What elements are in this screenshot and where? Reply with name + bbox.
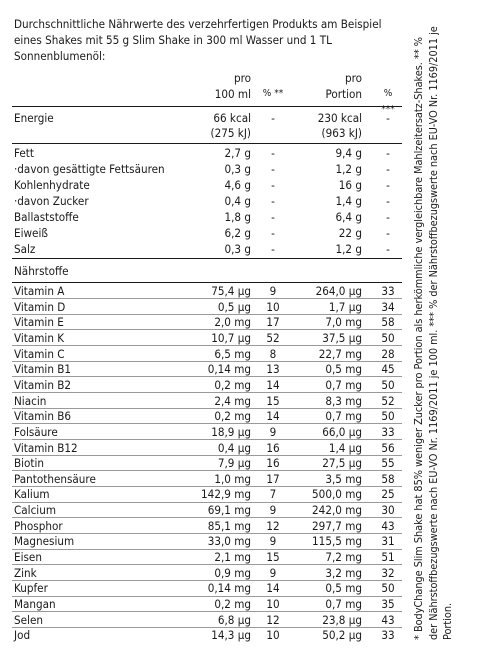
- naehrstoff-name: Vitamin C: [14, 346, 65, 361]
- naehrstoff-pct-100: 9: [269, 284, 277, 298]
- naehrstoff-name: Jod: [14, 628, 31, 643]
- naehrwert-row: [14, 225, 404, 241]
- naehrstoff-pct-portion: 33: [381, 628, 395, 643]
- naehrwert-value-portion: 1,4 g: [335, 194, 362, 208]
- naehrstoff-value-portion: 50,2 µg: [322, 628, 362, 643]
- naehrwert-row: [14, 241, 404, 257]
- naehrwert-value-portion: 6,4 g: [335, 210, 362, 224]
- naehrstoff-pct-portion: 33: [381, 284, 395, 298]
- naehrwert-pct-portion: -: [386, 242, 390, 256]
- naehrwert-name: Fett: [14, 146, 34, 160]
- naehrstoff-pct-portion: 43: [381, 518, 395, 533]
- naehrstoff-name: Zink: [14, 565, 37, 580]
- naehrstoff-value-100: 18,9 µg: [211, 424, 251, 439]
- header-pct-100: % **: [262, 88, 284, 99]
- header-100ml: 100 ml: [214, 87, 251, 101]
- energy-pct-100: -: [271, 111, 275, 125]
- naehrstoff-name: Pantothensäure: [14, 471, 96, 486]
- naehrstoff-value-portion: 22,7 mg: [318, 346, 362, 361]
- naehrwert-row: [14, 193, 404, 209]
- naehrstoff-value-portion: 7,2 mg: [325, 550, 362, 565]
- naehrstoff-value-100: 6,8 µg: [217, 612, 251, 627]
- naehrstoff-value-100: 10,7 µg: [211, 330, 251, 345]
- naehrstoff-name: Phosphor: [14, 518, 63, 533]
- naehrstoff-pct-portion: 34: [381, 299, 395, 314]
- naehrstoff-pct-100: 10: [266, 299, 280, 314]
- naehrstoff-value-100: 0,14 mg: [207, 581, 251, 596]
- naehrstoff-name: Biotin: [14, 456, 45, 471]
- naehrstoff-value-portion: 66,0 µg: [322, 424, 362, 439]
- naehrwert-name: Salz: [14, 242, 36, 256]
- naehrstoff-pct-100: 15: [266, 393, 280, 408]
- naehrstoff-value-portion: 115,5 mg: [312, 534, 362, 549]
- naehrwert-value-100: 4,6 g: [224, 178, 251, 192]
- footnote-text: * BodyChange Slim Shake hat 85% weniger Zucker pro Portion als herkömmliche vergleichbare Mahlzeitersatz-Shakes. ** % der Nährstoffbezugswerte nach EU-VO Nr. 1169/2011 je 100 ml. *** % der Nährstoffbezugswerte nach EU-VO Nr. 1169/2011 je Portion.: [412, 26, 454, 640]
- naehrstoff-pct-portion: 58: [381, 315, 395, 330]
- naehrstoff-name: Selen: [14, 612, 43, 627]
- naehrwert-value-portion: 16 g: [338, 178, 362, 192]
- naehrstoff-row: [14, 440, 404, 456]
- energy-kj-100: (275 kJ): [210, 126, 251, 140]
- naehrstoff-value-100: 0,4 µg: [217, 440, 251, 455]
- naehrstoff-pct-portion: 35: [381, 597, 395, 611]
- naehrstoff-value-portion: 264,0 µg: [315, 284, 362, 298]
- naehrstoffe-rule-top: [12, 258, 402, 259]
- naehrstoff-pct-100: 15: [266, 550, 280, 565]
- naehrstoff-name: Vitamin E: [14, 315, 64, 330]
- naehrstoff-row: [14, 518, 404, 534]
- naehrstoff-name: Calcium: [14, 503, 56, 518]
- naehrstoff-name: Magnesium: [14, 534, 75, 549]
- naehrwert-pct-100: -: [271, 242, 275, 256]
- naehrstoff-value-100: 14,3 µg: [211, 628, 251, 643]
- naehrwert-value-100: 0,3 g: [224, 162, 251, 176]
- naehrstoffe-title: Nährstoffe: [14, 264, 69, 278]
- naehrstoff-pct-100: 9: [269, 565, 277, 580]
- naehrstoff-value-portion: 23,8 µg: [322, 612, 362, 627]
- naehrstoff-pct-100: 10: [266, 597, 280, 611]
- naehrstoff-pct-portion: 55: [381, 456, 395, 471]
- naehrstoff-value-100: 2,1 mg: [214, 550, 251, 565]
- naehrwert-value-100: 2,7 g: [224, 146, 251, 160]
- naehrstoff-row: [14, 580, 404, 596]
- naehrstoff-value-100: 2,4 mg: [214, 393, 251, 408]
- naehrstoff-row: [14, 533, 404, 549]
- naehrwert-name: Ballaststoffe: [14, 210, 79, 224]
- naehrwert-pct-100: -: [271, 226, 275, 240]
- naehrstoff-row: [14, 346, 404, 362]
- naehrstoff-row: [14, 612, 404, 628]
- naehrstoff-value-100: 6,5 mg: [214, 346, 251, 361]
- naehrstoff-row: [14, 471, 404, 487]
- naehrwert-name: ·davon Zucker: [14, 194, 89, 208]
- naehrstoff-name: Niacin: [14, 393, 47, 408]
- naehrstoff-name: Vitamin B2: [14, 377, 72, 392]
- naehrwert-value-portion: 9,4 g: [335, 146, 362, 160]
- naehrstoff-value-portion: 0,5 mg: [325, 362, 362, 377]
- naehrstoff-row: [14, 565, 404, 581]
- energy-label: Energie: [14, 111, 54, 125]
- naehrstoff-value-portion: 242,0 mg: [312, 503, 362, 518]
- naehrstoff-value-portion: 8,3 mg: [325, 393, 362, 408]
- naehrstoff-pct-100: 17: [266, 315, 280, 330]
- naehrwert-pct-portion: -: [386, 194, 390, 208]
- naehrwert-pct-100: -: [271, 194, 275, 208]
- energy-row-kj: [14, 125, 404, 141]
- naehrstoff-name: Vitamin B1: [14, 362, 72, 377]
- naehrstoff-value-100: 142,9 mg: [201, 487, 251, 502]
- energy-rule: [12, 143, 402, 144]
- naehrstoff-name: Folsäure: [14, 424, 58, 439]
- naehrstoff-pct-portion: 50: [381, 330, 395, 345]
- naehrstoff-pct-100: 14: [266, 581, 280, 596]
- naehrstoff-value-portion: 1,4 µg: [328, 440, 362, 455]
- naehrstoff-pct-portion: 56: [381, 440, 395, 455]
- naehrstoff-value-100: 85,1 mg: [207, 518, 251, 533]
- energy-row-kcal: [14, 110, 404, 126]
- naehrstoff-row: [14, 361, 404, 377]
- naehrstoff-pct-portion: 28: [381, 346, 395, 361]
- naehrstoff-pct-100: 12: [266, 518, 280, 533]
- naehrstoff-pct-100: 8: [269, 346, 277, 361]
- naehrwert-value-portion: 1,2 g: [335, 242, 362, 256]
- naehrstoff-value-portion: 0,7 mg: [325, 597, 362, 611]
- naehrstoff-value-100: 0,9 mg: [214, 565, 251, 580]
- naehrstoff-row: [14, 424, 404, 440]
- energy-pct-portion: -: [386, 111, 390, 125]
- energy-kcal-portion: 230 kcal: [317, 111, 362, 125]
- naehrstoff-pct-100: 16: [266, 440, 280, 455]
- naehrstoff-row: [14, 408, 404, 424]
- naehrstoff-pct-100: 10: [266, 628, 280, 643]
- naehrstoff-row: [14, 455, 404, 471]
- naehrstoff-value-portion: 0,7 mg: [325, 409, 362, 424]
- header-rule: [12, 106, 402, 107]
- naehrstoff-pct-portion: 52: [381, 393, 395, 408]
- naehrstoff-pct-portion: 45: [381, 362, 395, 377]
- naehrstoff-value-portion: 3,2 mg: [325, 565, 362, 580]
- naehrwert-name: Eiweiß: [14, 226, 48, 240]
- naehrwert-pct-portion: -: [386, 146, 390, 160]
- naehrstoff-name: Vitamin K: [14, 330, 65, 345]
- naehrwert-pct-100: -: [271, 210, 275, 224]
- energy-kcal-100: 66 kcal: [213, 111, 251, 125]
- naehrstoff-value-100: 0,14 mg: [207, 362, 251, 377]
- naehrwert-row: [14, 145, 404, 161]
- naehrstoff-value-portion: 1,7 µg: [328, 299, 362, 314]
- naehrstoff-pct-portion: 25: [381, 487, 395, 502]
- naehrwert-name: ·davon gesättigte Fettsäuren: [14, 162, 165, 176]
- naehrwert-value-100: 0,4 g: [224, 194, 251, 208]
- naehrstoff-pct-portion: 50: [381, 409, 395, 424]
- header-pct-portion: % ***: [381, 88, 395, 115]
- naehrstoff-row: [14, 596, 404, 612]
- naehrstoff-name: Vitamin A: [14, 284, 65, 298]
- naehrstoff-name: Kalium: [14, 487, 50, 502]
- naehrwert-pct-100: -: [271, 178, 275, 192]
- naehrstoff-value-100: 0,2 mg: [214, 597, 251, 611]
- naehrwert-pct-portion: -: [386, 210, 390, 224]
- naehrstoff-row: [14, 283, 404, 299]
- naehrstoff-pct-portion: 33: [381, 424, 395, 439]
- naehrstoff-pct-100: 52: [266, 330, 280, 345]
- naehrstoff-value-portion: 0,7 mg: [325, 377, 362, 392]
- naehrstoff-value-portion: 37,5 µg: [322, 330, 362, 345]
- naehrwert-pct-100: -: [271, 146, 275, 160]
- naehrstoff-value-portion: 0,5 mg: [325, 581, 362, 596]
- naehrstoff-pct-portion: 30: [381, 503, 395, 518]
- naehrstoff-pct-100: 9: [269, 503, 277, 518]
- header-portion: Portion: [325, 87, 362, 101]
- naehrstoff-pct-100: 17: [266, 471, 280, 486]
- naehrstoff-pct-portion: 58: [381, 471, 395, 486]
- naehrstoff-value-100: 75,4 µg: [211, 284, 251, 298]
- naehrwert-row: [14, 161, 404, 177]
- naehrstoff-value-100: 1,0 mg: [214, 471, 251, 486]
- naehrstoff-value-100: 0,2 mg: [214, 409, 251, 424]
- naehrstoff-value-portion: 3,5 mg: [325, 471, 362, 486]
- naehrstoff-row: [14, 299, 404, 315]
- naehrstoff-pct-100: 9: [269, 534, 277, 549]
- naehrwert-row: [14, 177, 404, 193]
- naehrstoff-name: Kupfer: [14, 581, 48, 596]
- naehrstoff-pct-portion: 43: [381, 612, 395, 627]
- naehrstoff-value-portion: 7,0 mg: [325, 315, 362, 330]
- naehrstoff-row: [14, 549, 404, 565]
- naehrstoff-pct-100: 14: [266, 409, 280, 424]
- naehrwert-pct-100: -: [271, 162, 275, 176]
- naehrstoff-row: [14, 502, 404, 518]
- naehrstoff-value-portion: 500,0 mg: [312, 487, 362, 502]
- naehrstoff-value-100: 7,9 µg: [217, 456, 251, 471]
- header-pro-100: pro: [233, 71, 251, 85]
- naehrstoff-name: Eisen: [14, 550, 42, 565]
- naehrstoff-row: [14, 330, 404, 346]
- naehrstoff-row: [14, 627, 404, 643]
- naehrwert-name: Kohlenhydrate: [14, 178, 90, 192]
- naehrwert-pct-portion: -: [386, 162, 390, 176]
- naehrstoff-value-100: 33,0 mg: [207, 534, 251, 549]
- naehrstoff-pct-portion: 50: [381, 377, 395, 392]
- naehrstoff-value-100: 0,2 mg: [214, 377, 251, 392]
- naehrstoff-pct-100: 16: [266, 456, 280, 471]
- naehrstoff-pct-portion: 32: [381, 565, 395, 580]
- energy-kj-portion: (963 kJ): [321, 126, 362, 140]
- naehrstoff-pct-100: 7: [269, 487, 277, 502]
- intro-text: Durchschnittliche Nährwerte des verzehrfertigen Produkts am Beispiel eines Shakes mit 55 g Slim Shake in 300 ml Wasser und 1 TL Sonnenblumenöl:: [14, 17, 382, 63]
- table-header: [14, 68, 404, 115]
- naehrstoff-pct-portion: 31: [381, 534, 395, 549]
- naehrstoff-pct-100: 13: [266, 362, 280, 377]
- naehrstoff-value-100: 69,1 mg: [207, 503, 251, 518]
- naehrstoff-name: Vitamin B12: [14, 440, 78, 455]
- naehrstoff-pct-portion: 51: [381, 550, 395, 565]
- naehrstoff-value-portion: 27,5 µg: [322, 456, 362, 471]
- naehrwert-value-portion: 22 g: [338, 226, 362, 240]
- naehrwert-row: [14, 209, 404, 225]
- naehrwert-pct-portion: -: [386, 178, 390, 192]
- naehrwert-value-portion: 1,2 g: [335, 162, 362, 176]
- naehrwert-value-100: 1,8 g: [224, 210, 251, 224]
- naehrstoff-value-100: 0,5 µg: [217, 299, 251, 314]
- naehrstoff-pct-100: 12: [266, 612, 280, 627]
- naehrstoff-row: [14, 393, 404, 409]
- naehrwert-pct-portion: -: [386, 226, 390, 240]
- naehrwert-value-100: 0,3 g: [224, 242, 251, 256]
- naehrwert-value-100: 6,2 g: [224, 226, 251, 240]
- naehrstoff-name: Vitamin D: [14, 299, 66, 314]
- naehrstoff-pct-100: 9: [269, 424, 277, 439]
- naehrstoff-pct-100: 14: [266, 377, 280, 392]
- naehrstoff-row: [14, 377, 404, 393]
- naehrstoff-value-portion: 297,7 mg: [312, 518, 362, 533]
- naehrstoff-value-100: 2,0 mg: [214, 315, 251, 330]
- naehrstoff-name: Vitamin B6: [14, 409, 72, 424]
- naehrstoff-name: Mangan: [14, 597, 56, 611]
- naehrstoff-row: [14, 314, 404, 330]
- naehrstoff-pct-portion: 50: [381, 581, 395, 596]
- naehrstoff-row: [14, 486, 404, 502]
- header-pro-portion: pro: [344, 71, 362, 85]
